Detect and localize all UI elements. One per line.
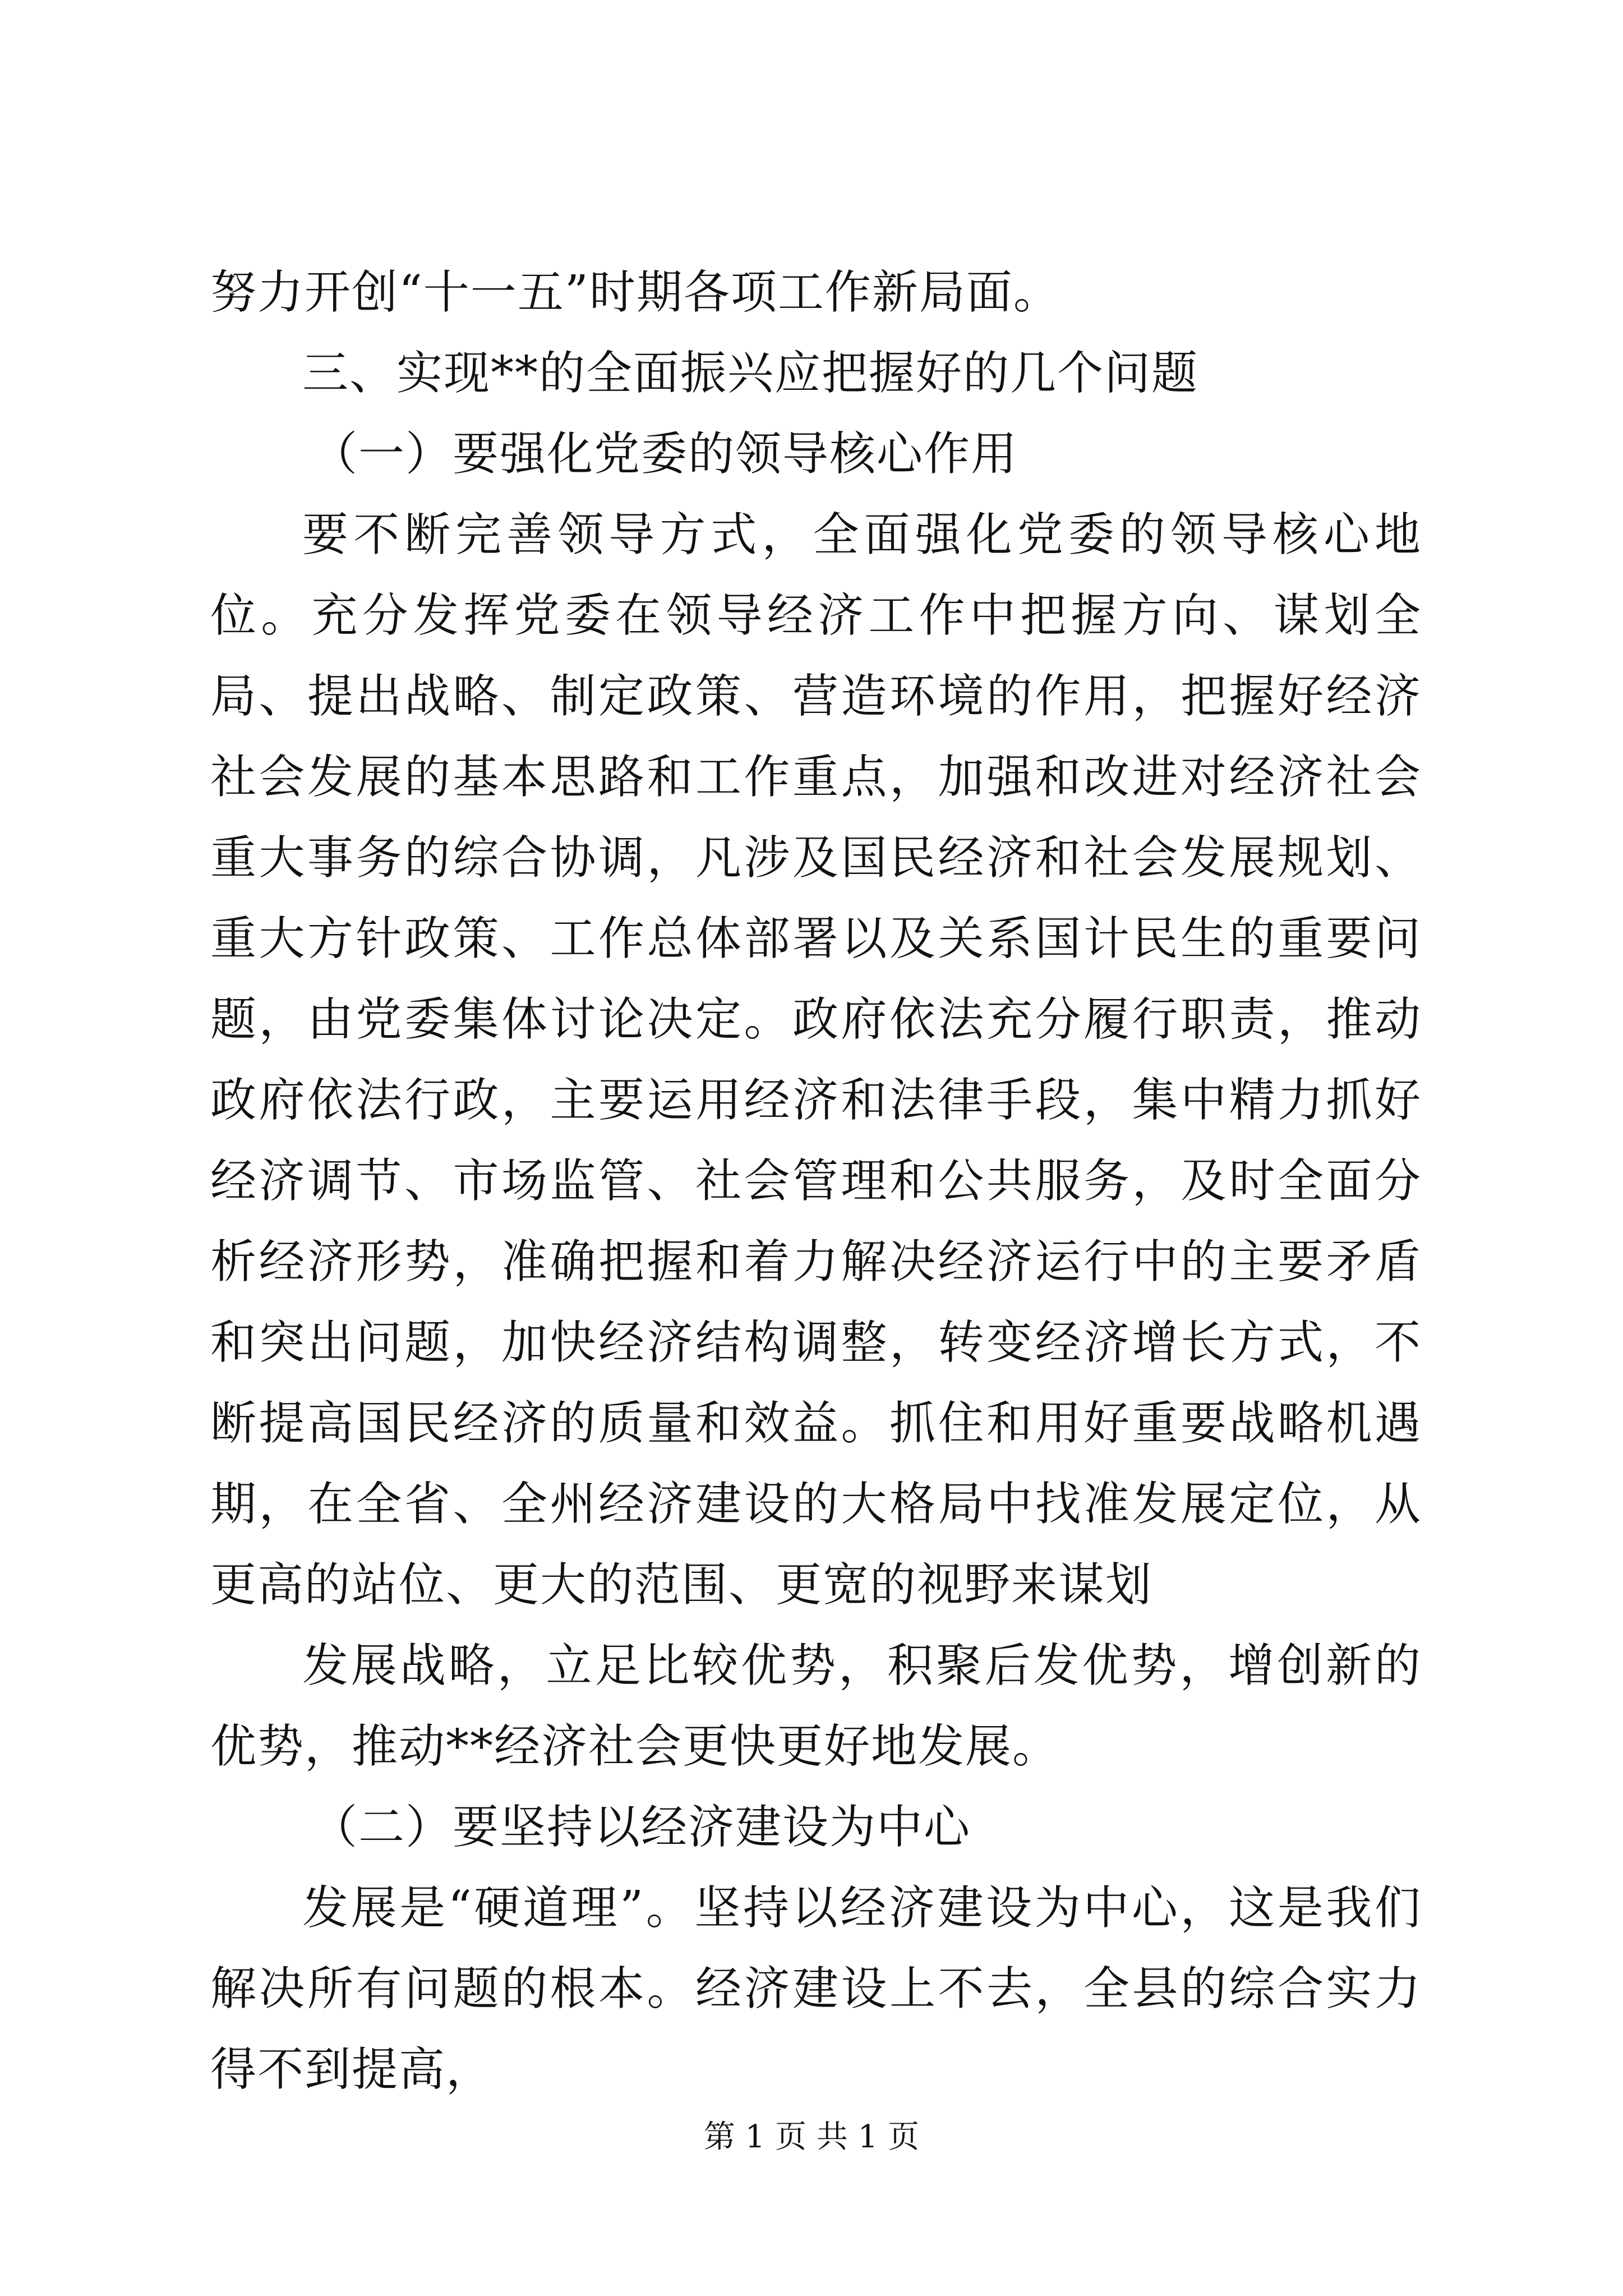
subheading: （一）要强化党委的领导核心作用 xyxy=(311,427,1018,481)
page-footer: 第 1 页 共 1 页 xyxy=(703,2119,920,2155)
paragraph: 要不断完善领导方式，全面强化党委的领导核心地位。充分发挥党委在领导经济工作中把握方向、谋划全局、提出战略、制定政策、营造环境的作用，把握好经济社会发展的基本思路和工作重点，加强和改进对经济社会重大事务的综合协调，凡涉及国民经济和社会发展规划、重大方针政策、工作总体部署以及关系国计民生的重要问题，由党委集体讨论决定。政府依法充分履行职责，推动政府依法行政，主要运用经济和法律手段，集中精力抓好经济调节、市场监管、社会管理和公共服务，及时全面分析经济形势，准确把握和着力解决经济运行中的主要矛盾和突出问题，加快经济结构调整，转变经济增长方式，不断提高国民经济的质量和效益。抓住和用好重要战略机遇期，在全省、全州经济建设的大格局中找准发展定位，从更高的站位、更大的范围、更宽的视野来谋划 xyxy=(210,508,1422,1612)
paragraph-continuation: 努力开创“十一五”时期各项工作新局面。 xyxy=(210,266,1061,319)
document-body xyxy=(210,252,1422,2110)
section-heading: 三、实现**的全面振兴应把握好的几个问题 xyxy=(302,347,1199,400)
paragraph: 发展战略，立足比较优势，积聚后发优势，增创新的优势，推动**经济社会更快更好地发展。 xyxy=(210,1639,1422,1773)
paragraph: 发展是“硬道理”。坚持以经济建设为中心，这是我们解决所有问题的根本。经济建设上不去，全县的综合实力得不到提高， xyxy=(210,1881,1422,2096)
subheading: （二）要坚持以经济建设为中心 xyxy=(311,1801,971,1854)
